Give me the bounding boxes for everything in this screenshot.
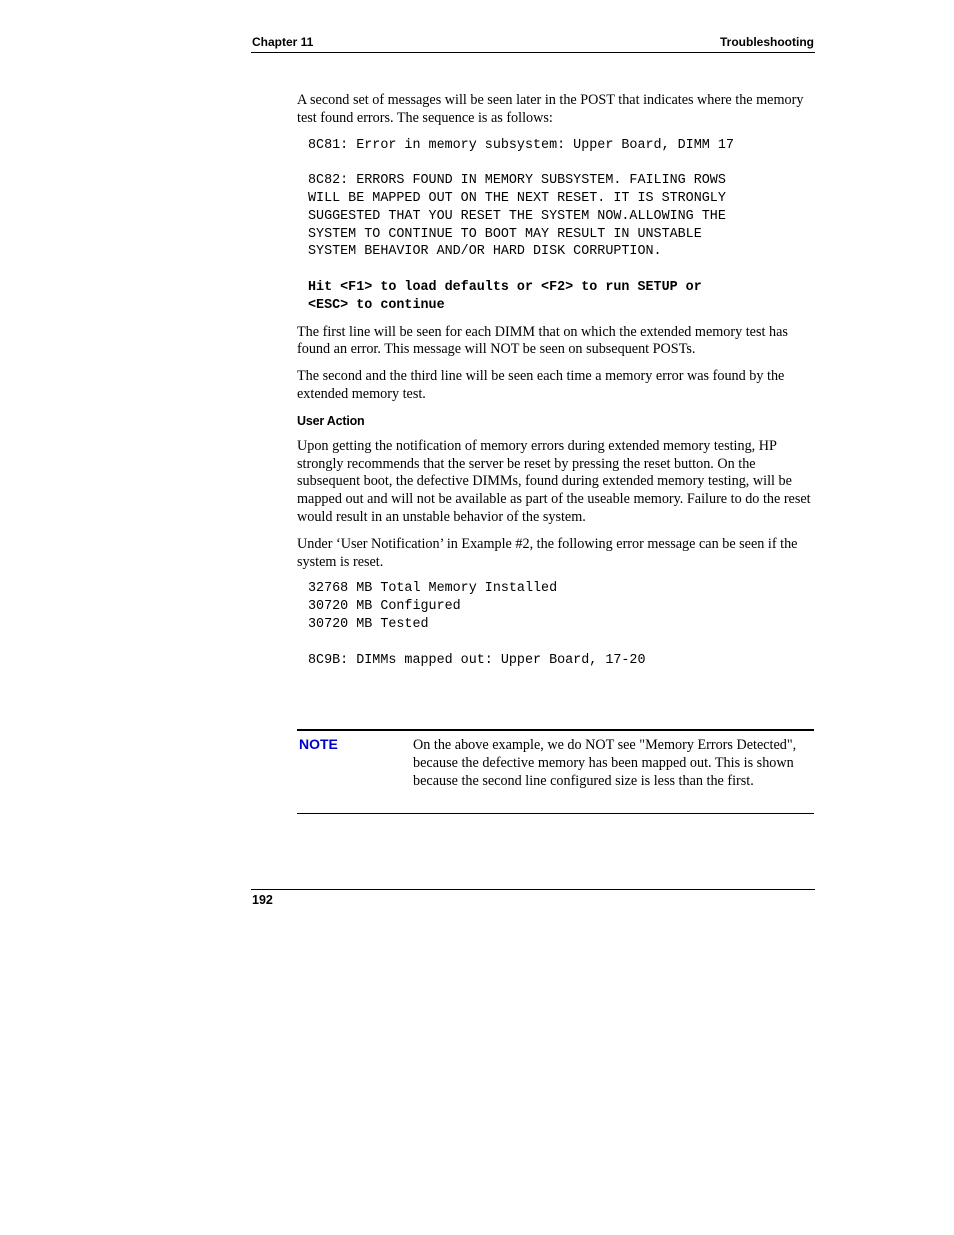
code-line [308, 261, 815, 279]
post-error-code-block [308, 137, 815, 315]
user-action-paragraph: Upon getting the notification of memory errors during extended memory testing, HP strongly recommends that the server be reset by pressing the reset button. On the subsequent boot, the defective DIMMs, found during extended memory testing, will be mapped out and will not be available as part of the useable memory. Failure to do the reset would result in an unstable behavior of the system. [297, 437, 811, 525]
chapter-label: Chapter 11 [252, 35, 314, 49]
section-label: Troubleshooting [720, 35, 814, 49]
second-line-paragraph: The second and the third line will be seen each time a memory error was found by the extended memory test. [297, 368, 785, 402]
main-content [297, 92, 815, 678]
first-line-paragraph: The first line will be seen for each DIMM that on which the extended memory test has found an error. This message will NOT be seen on subsequent POSTs. [297, 323, 788, 358]
code-line: 30720 MB Configured [308, 599, 461, 615]
note-text: On the above example, we do NOT see "Memory Errors Detected", because the defective memory has been mapped out. This is shown because the second line configured size is less than the first. [413, 737, 797, 789]
note-box [297, 729, 814, 814]
code-line: 30720 MB Tested [308, 616, 429, 632]
user-action-heading: User Action [297, 413, 365, 428]
page-footer [251, 889, 815, 907]
intro-paragraph: A second set of messages will be seen later in the POST that indicates where the memory test found errors. The sequence is as follows: [297, 92, 804, 126]
code-line: 8C82: ERRORS FOUND IN MEMORY SUBSYSTEM. FAILING ROWS [308, 173, 726, 189]
example-paragraph: Under ‘User Notification’ in Example #2, the following error message can be seen if the system is reset. [297, 535, 798, 570]
code-line-bold: <ESC> to continue [308, 297, 445, 313]
code-line: SYSTEM TO CONTINUE TO BOOT MAY RESULT IN UNSTABLE [308, 226, 702, 242]
code-line: 8C9B: DIMMs mapped out: Upper Board, 17-20 [308, 652, 646, 668]
code-line: SUGGESTED THAT YOU RESET THE SYSTEM NOW.ALLOWING THE [308, 208, 726, 224]
code-line [308, 154, 815, 172]
code-line: SYSTEM BEHAVIOR AND/OR HARD DISK CORRUPTION. [308, 244, 662, 260]
page-header [251, 34, 815, 53]
code-line: 8C81: Error in memory subsystem: Upper Board, DIMM 17 [308, 137, 734, 153]
page-number: 192 [252, 893, 273, 907]
code-line [308, 634, 815, 652]
code-line: WILL BE MAPPED OUT ON THE NEXT RESET. IT IS STRONGLY [308, 190, 726, 206]
code-line-bold: Hit <F1> to load defaults or <F2> to run SETUP or [308, 279, 702, 295]
memory-summary-code-block [308, 580, 815, 669]
note-label: NOTE [299, 736, 338, 752]
code-line: 32768 MB Total Memory Installed [308, 581, 558, 597]
